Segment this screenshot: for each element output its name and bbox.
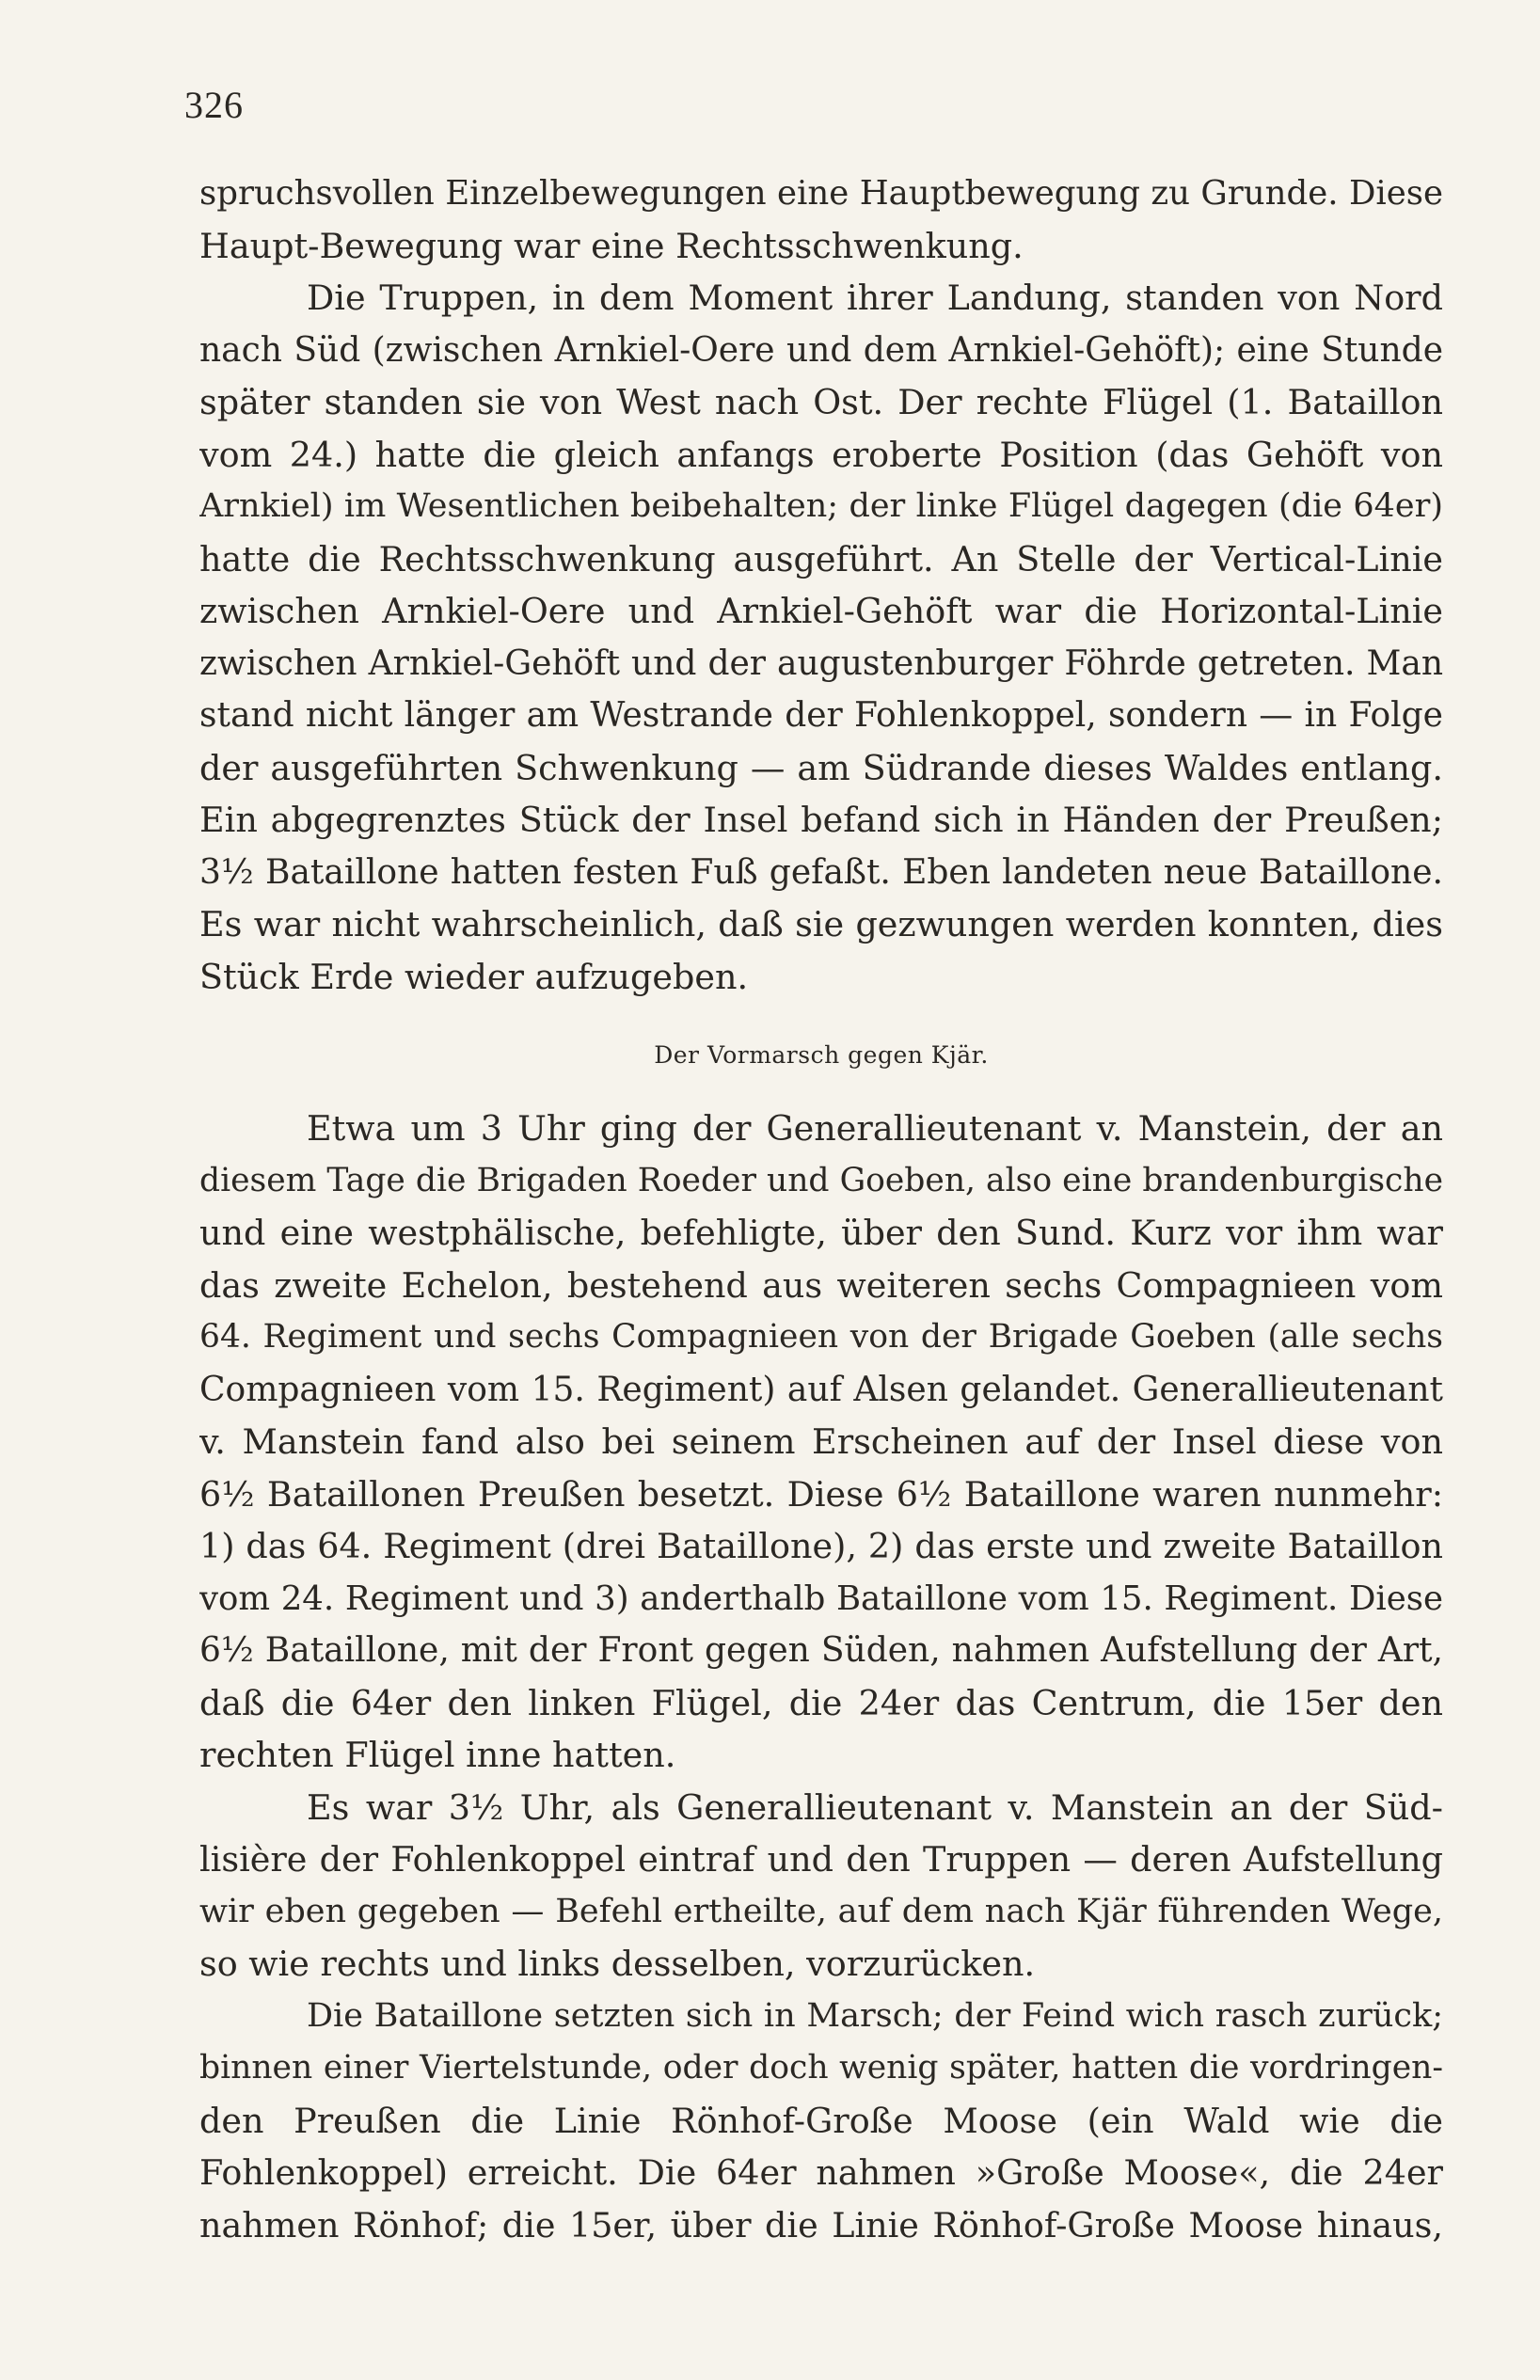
text-line: 6½ Bataillone, mit der Front gegen Süden, nahmen Aufstellung der Art,	[199, 1631, 1443, 1670]
text-line: Compagnieen vom 15. Regiment) auf Alsen gelandet. Generallieutenant	[199, 1370, 1443, 1409]
text-line: daß die 64er den linken Flügel, die 24er das Centrum, die 15er den	[199, 1682, 1443, 1723]
text-line: wir eben gegeben — Befehl ertheilte, auf dem nach Kjär führenden Wege,	[199, 1892, 1443, 1930]
text-line: Haupt-Bewegung war eine Rechtsschwenkung.	[199, 225, 1024, 266]
text-line: hatte die Rechtsschwenkung ausgeführt. An Stelle der Vertical-Linie	[199, 538, 1443, 579]
text-line: Die Truppen, in dem Moment ihrer Landung, standen von Nord	[307, 278, 1443, 318]
text-line: zwischen Arnkiel-Gehöft und der augustenburger Föhrde getreten. Man	[199, 643, 1443, 683]
text-line: spruchsvollen Einzelbewegungen eine Hauptbewegung zu Grunde. Diese	[199, 174, 1443, 213]
text-line: den Preußen die Linie Rönhof-Große Moose (ein Wald wie die	[199, 2100, 1443, 2141]
text-line: Es war 3½ Uhr, als Generallieutenant v. Manstein an der Süd-	[307, 1786, 1443, 1828]
text-line: Etwa um 3 Uhr ging der Generallieutenant v. Manstein, der an	[307, 1108, 1443, 1149]
text-line: rechten Flügel inne hatten.	[199, 1735, 676, 1775]
text-line: nach Süd (zwischen Arnkiel-Oere und dem Arnkiel-Gehöft); eine Stunde	[199, 330, 1443, 370]
text-line: zwischen Arnkiel-Oere und Arnkiel-Gehöft war die Horizontal-Linie	[199, 591, 1443, 631]
text-line: Es war nicht wahrscheinlich, daß sie gezwungen werden konnten, dies	[199, 904, 1443, 944]
text-line: Fohlenkoppel) erreicht. Die 64er nahmen »Große Moose«, die 24er	[199, 2152, 1443, 2193]
text-line: so wie rechts und links desselben, vorzurücken.	[199, 1944, 1036, 1984]
body-text	[199, 167, 1443, 2251]
section-heading: Der Vormarsch gegen Kjär.	[654, 1041, 989, 1069]
text-line: v. Manstein fand also bei seinem Erscheinen auf der Insel diese von	[199, 1421, 1443, 1462]
text-line: Ein abgegrenztes Stück der Insel befand sich in Händen der Preußen;	[199, 800, 1443, 840]
text-line: Die Bataillone setzten sich in Marsch; der Feind wich rasch zurück;	[307, 1996, 1443, 2035]
text-line: lisière der Fohlenkoppel eintraf und den Truppen — deren Aufstellung	[199, 1839, 1443, 1880]
text-line: später standen sie von West nach Ost. Der rechte Flügel (1. Bataillon	[199, 382, 1443, 422]
text-line: der ausgeführten Schwenkung — am Südrande dieses Waldes entlang.	[199, 747, 1443, 788]
text-line: nahmen Rönhof; die 15er, über die Linie Rönhof-Große Moose hinaus,	[199, 2204, 1443, 2245]
text-line: und eine westphälische, befehligte, über den Sund. Kurz vor ihm war	[199, 1213, 1443, 1253]
text-line: das zweite Echelon, bestehend aus weiteren sechs Compagnieen vom	[199, 1264, 1443, 1306]
text-line: Stück Erde wieder aufzugeben.	[199, 956, 749, 997]
text-line: vom 24. Regiment und 3) anderthalb Bataillone vom 15. Regiment. Diese	[199, 1579, 1443, 1618]
text-line: 6½ Bataillonen Preußen besetzt. Diese 6½ Bataillone waren nunmehr:	[199, 1473, 1443, 1515]
text-line: Arnkiel) im Wesentlichen beibehalten; der linke Flügel dagegen (die 64er)	[199, 487, 1443, 525]
text-line: 64. Regiment und sechs Compagnieen von der Brigade Goeben (alle sechs	[199, 1318, 1443, 1356]
text-line: 3½ Bataillone hatten festen Fuß gefaßt. Eben landeten neue Bataillone.	[199, 852, 1443, 892]
text-line: binnen einer Viertelstunde, oder doch wenig später, hatten die vordringen-	[199, 2049, 1443, 2086]
text-line: vom 24.) hatte die gleich anfangs eroberte Position (das Gehöft von	[199, 434, 1443, 475]
text-line: 1) das 64. Regiment (drei Bataillone), 2) das erste und zweite Bataillon	[199, 1526, 1443, 1566]
text-line: stand nicht länger am Westrande der Fohlenkoppel, sondern — in Folge	[199, 696, 1443, 735]
text-line: diesem Tage die Brigaden Roeder und Goeben, also eine brandenburgische	[199, 1161, 1443, 1199]
page-number: 326	[184, 84, 244, 126]
